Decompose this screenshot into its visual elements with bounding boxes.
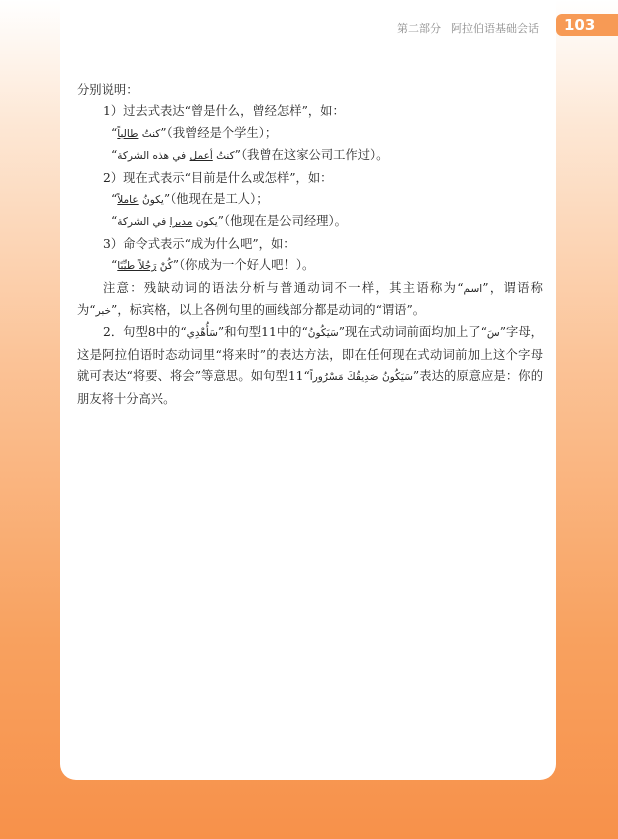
note-text: 注意：残缺动词的语法分析与普通动词不一样，其主语称为“ [103, 280, 464, 295]
example-5 [77, 255, 543, 277]
arabic-text: يكون [192, 216, 218, 229]
arabic-text: يكونُ [138, 194, 164, 207]
example-1-translation: （我曾经是个学生）； [166, 125, 278, 140]
paragraph-text: ”和句型11中的“ [217, 325, 308, 340]
example-3 [77, 189, 543, 211]
arabic-example-5 [117, 260, 172, 272]
item-3-heading: 3）命令式表示“成为什么吧”，如： [103, 236, 296, 251]
arabic-underlined-predicate: طالباً [117, 127, 139, 140]
example-4-translation: （他现在是公司经理）。 [223, 214, 347, 229]
quote-open: “ [111, 192, 118, 207]
note-text: ”，标宾格，以上各例句里的画线部分都是动词的“谓语”。 [111, 303, 426, 318]
running-head-title: 阿拉伯语基础会话 [451, 22, 539, 35]
future-tense-paragraph [77, 322, 543, 410]
paragraph-text: ”现在式动词前面均加上了“ [338, 325, 487, 340]
arabic-text: كنتُ [138, 127, 161, 140]
quote-open: “ [111, 125, 118, 140]
item-1-heading: 1）过去式表达“曾是什么，曾经怎样”，如： [103, 104, 345, 119]
quote-open: “ [111, 214, 118, 229]
note-text: ”，谓语称为“ [77, 280, 543, 318]
paragraph-text: 2．句型8中的“ [103, 325, 187, 340]
arabic-term-khabar: خبر [95, 305, 112, 318]
quote-close: ” [172, 258, 179, 273]
arabic-word-sauhdi: سَأُهْدِي [186, 327, 218, 340]
quote-open: “ [111, 258, 118, 273]
page-number-tab: 103 [556, 14, 618, 36]
arabic-sentence-11: سَيَكُونُ صَدِيقُكَ مَسْرُوراً [309, 371, 413, 384]
arabic-underlined-predicate: مديرا [169, 216, 193, 229]
arabic-term-ism: اسم [463, 282, 483, 295]
arabic-text: في هذه الشركة [117, 150, 190, 163]
example-4 [77, 211, 543, 233]
arabic-example-2 [117, 150, 234, 162]
item-2-heading: 2）现在式表示“目前是什么或怎样”，如： [103, 170, 333, 185]
example-2 [77, 145, 543, 167]
quote-open: “ [111, 148, 118, 163]
quote-close: ” [160, 125, 167, 140]
example-2-translation: （我曾在这家公司工作过）。 [240, 148, 389, 163]
intro-line: 分别说明： [77, 83, 139, 97]
arabic-underlined-predicate: رَجُلاً طيِّبًا [117, 260, 157, 273]
arabic-underlined-predicate: أعمل [189, 150, 213, 163]
note-paragraph [77, 278, 543, 323]
paragraph-text: ”字母，这是阿拉伯语时态动词里“将来时”的表达方法，即在任何现在式动词前加上这个字母就可表达“将要、将会”等意思。如句型11“ [77, 325, 543, 384]
arabic-text: كُنْ [156, 260, 173, 273]
page-content [77, 80, 543, 410]
arabic-example-4 [117, 216, 217, 228]
arabic-underlined-predicate: عاملاً [117, 194, 139, 207]
example-3-translation: （他现在是工人）； [170, 192, 269, 207]
arabic-text: كنتُ [212, 150, 235, 163]
arabic-word-sayakunu: سَيَكُونُ [307, 327, 339, 340]
arabic-example-1 [117, 128, 160, 140]
quote-close: ” [217, 214, 224, 229]
quote-close: ” [234, 148, 241, 163]
arabic-letter-sa: سَ [486, 327, 500, 340]
quote-close: ” [163, 192, 171, 207]
running-head-part: 第二部分 [397, 22, 441, 35]
arabic-example-3 [117, 194, 164, 206]
running-head [397, 20, 539, 36]
arabic-text: في الشركة [117, 216, 170, 229]
example-5-translation: （你成为一个好人吧！）。 [179, 258, 315, 273]
paragraph-text: ”表达的原意应是：你的朋友将十分高兴。 [77, 369, 543, 406]
example-1 [77, 123, 543, 145]
